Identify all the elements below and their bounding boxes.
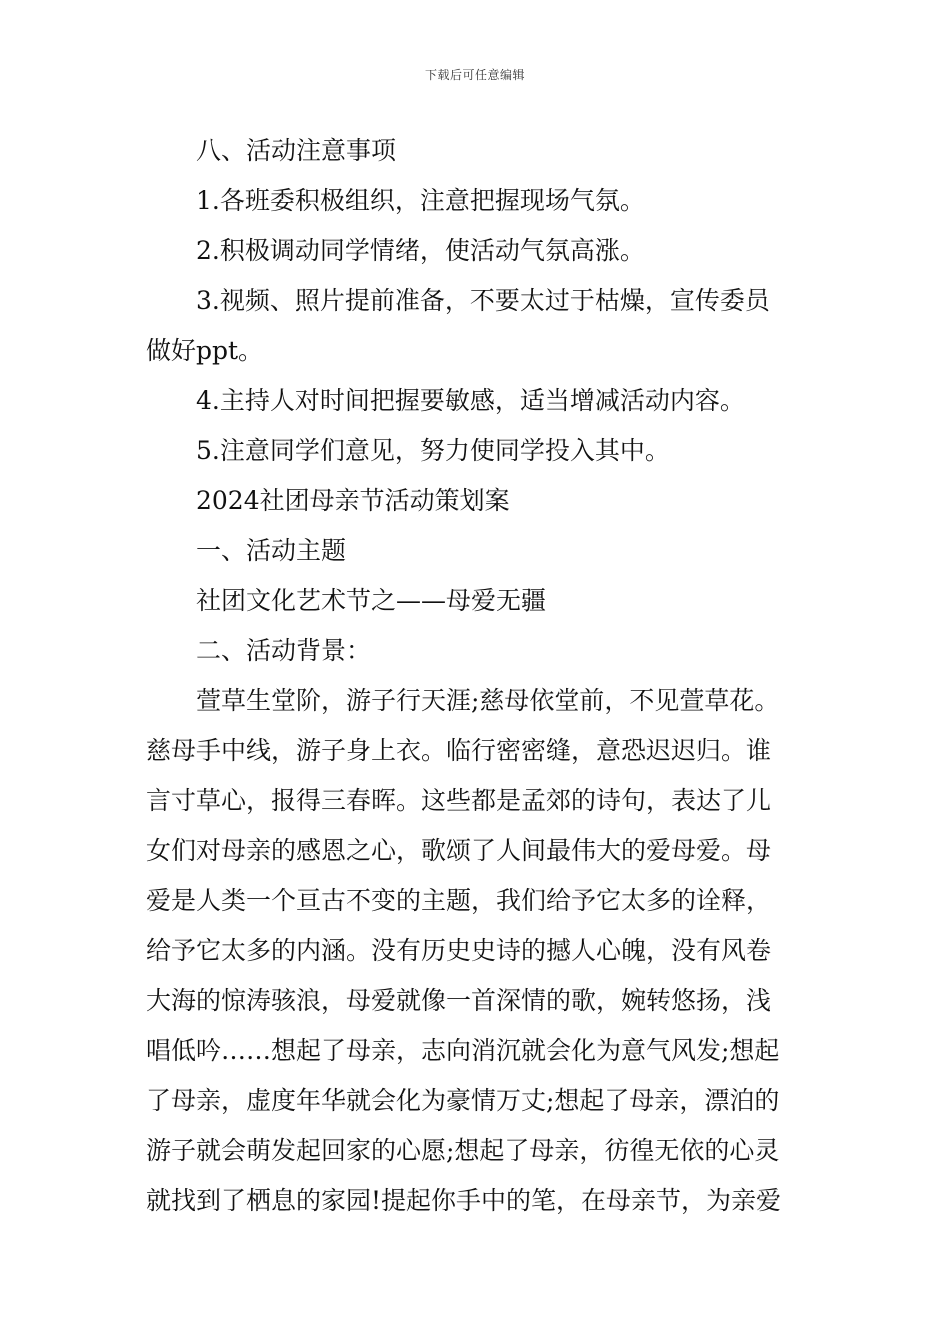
document-body — [146, 126, 810, 1226]
section-heading: 二、活动背景： — [196, 636, 372, 665]
list-item-continuation: 做好ppt。 — [146, 336, 264, 365]
section-heading: 一、活动主题 — [196, 536, 347, 565]
page-header-note: 下载后可任意编辑 — [424, 68, 525, 82]
paragraph-line: 慈母手中线，游子身上衣。临行密密缝，意恐迟迟归。谁 — [146, 736, 772, 765]
list-item: 2.积极调动同学情绪，使活动气氛高涨。 — [196, 236, 645, 265]
paragraph-line: 唱低吟……想起了母亲，志向消沉就会化为意气风发;想起 — [146, 1036, 780, 1065]
paragraph-line: 就找到了栖息的家园!提起你手中的笔，在母亲节，为亲爱 — [146, 1186, 782, 1215]
paragraph-line: 大海的惊涛骇浪，母爱就像一首深情的歌，婉转悠扬，浅 — [146, 986, 772, 1015]
list-item: 5.注意同学们意见，努力使同学投入其中。 — [196, 436, 670, 465]
theme-text: 社团文化艺术节之——母爱无疆 — [196, 586, 547, 615]
paragraph-line: 给予它太多的内涵。没有历史史诗的撼人心魄，没有风卷 — [146, 936, 772, 965]
background-paragraph — [146, 676, 810, 1226]
paragraph-line: 女们对母亲的感恩之心，歌颂了人间最伟大的爱母爱。母 — [146, 836, 772, 865]
paragraph-line: 游子就会萌发起回家的心愿;想起了母亲，彷徨无依的心灵 — [146, 1136, 780, 1165]
paragraph-line: 了母亲，虚度年华就会化为豪情万丈;想起了母亲，漂泊的 — [146, 1086, 780, 1115]
list-item: 4.主持人对时间把握要敏感，适当增减活动内容。 — [196, 386, 745, 415]
paragraph-line: 言寸草心，报得三春晖。这些都是孟郊的诗句，表达了儿 — [146, 786, 772, 815]
document-title: 2024社团母亲节活动策划案 — [196, 486, 510, 515]
list-item: 3.视频、照片提前准备，不要太过于枯燥，宣传委员 — [196, 286, 770, 315]
section-heading: 八、活动注意事项 — [196, 136, 397, 165]
paragraph-line: 萱草生堂阶，游子行天涯;慈母依堂前，不见萱草花。 — [196, 686, 780, 715]
paragraph-line: 爱是人类一个亘古不变的主题，我们给予它太多的诠释， — [146, 886, 772, 915]
list-item: 1.各班委积极组织，注意把握现场气氛。 — [196, 186, 645, 215]
